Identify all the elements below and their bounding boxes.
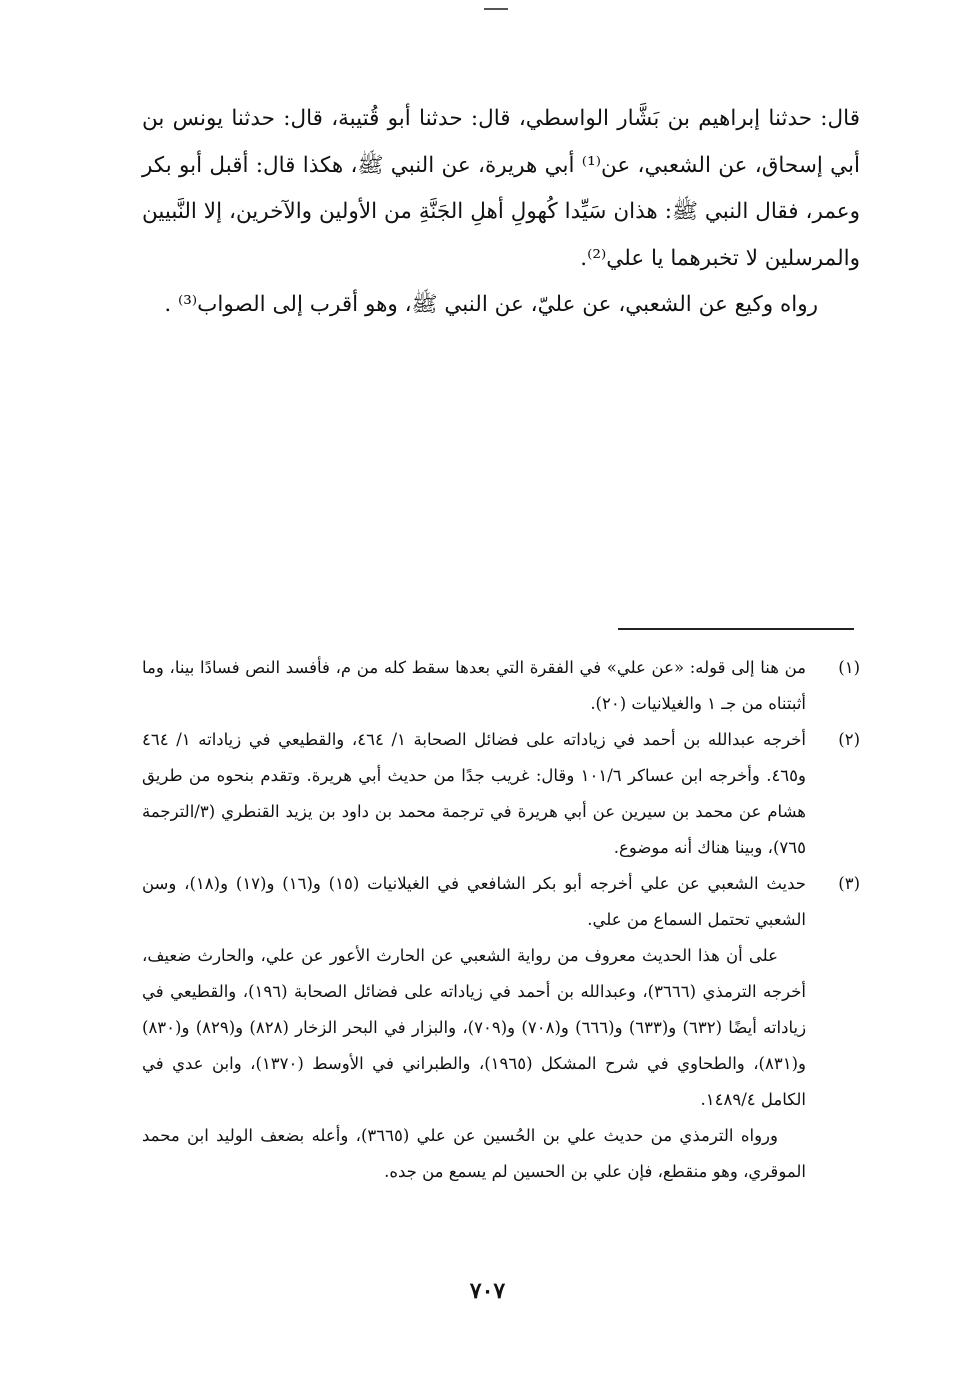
footnote-2 [142,722,860,866]
footnote-3-paragraph-2: على أن هذا الحديث معروف من رواية الشعبي عن الحارث الأعور عن علي، والحارث ضعيف، أخرجه الترمذي (٣٦٦٦)، وعبدالله بن أحمد في زياداته على فضائل الصحابة (١٩٦)، والقطيعي في زياداته أيضًا (٦٣٢) و(٦٣٣) و(٦٦٦) و(٧٠٨) و(٧٠٩)، والبزار في البحر الزخار (٨٢٨) و(٨٢٩) و(٨٣٠) و(٨٣١)، والطحاوي في شرح المشكل (١٩٦٥)، والطبراني في الأوسط (١٣٧٠)، وابن عدي في الكامل ١٤٨٩/٤. [142,946,807,1109]
footnote-text: حديث الشعبي عن علي أخرجه أبو بكر الشافعي في الغيلانيات (١٥) و(١٦) و(١٧) و(١٨)، وسن الشعبي تحتمل السماع من علي. [142,874,806,929]
main-paragraph-2: رواه وكيع عن الشعبي، عن عليّ، عن النبي ﷺ، وهو أقرب إلى الصواب⁽³⁾ . [164,292,818,317]
footnote-number: (١) [838,658,860,677]
footnotes [142,650,860,1190]
footnote-number: (٣) [838,874,860,893]
main-paragraph-1: قال: حدثنا إبراهيم بن بَشَّار الواسطي، قال: حدثنا أبو قُتيبة، قال: حدثنا يونس بن أبي إسحاق، عن الشعبي، عن⁽¹⁾ أبي هريرة، عن النبي ﷺ، هكذا قال: أقبل أبو بكر وعمر، فقال النبي ﷺ: هذان سَيِّدا كُهولِ أهلِ الجَنَّةِ من الأولين والآخرين، إلا النَّبيين والمرسلين لا تخبرهما يا علي⁽²⁾. [142,106,860,271]
page-number: ٧٠٧ [469,1278,506,1304]
footnote-text: أخرجه عبدالله بن أحمد في زياداته على فضائل الصحابة ١/ ٤٦٤، والقطيعي في زياداته ١/ ٤٦٤ و٤٦٥. وأخرجه ابن عساكر ١٠١/٦ وقال: غريب جدًا من حديث أبي هريرة. وتقدم بنحوه من طريق هشام عن محمد بن سيرين عن أبي هريرة في ترجمة محمد بن داود بن يزيد القنطري (٣/الترجمة ٧٦٥)، وبينا هناك أنه موضوع. [142,730,806,857]
top-edge-mark [484,8,508,10]
main-text [142,96,860,329]
footnote-text: من هنا إلى قوله: «عن علي» في الفقرة التي بعدها سقط كله من م، فأفسد النص فسادًا بينا، وما أثبتناه من جـ ١ والغيلانيات (٢٠). [142,658,806,713]
footnote-3-paragraph-3: ورواه الترمذي من حديث علي بن الحُسين عن علي (٣٦٦٥)، وأعله بضعف الوليد ابن محمد الموقري، وهو منقطع، فإن علي بن الحسين لم يسمع من جده. [142,1126,806,1181]
footnote-number: (٢) [838,730,860,749]
footnote-1 [142,650,860,722]
footnote-3 [142,866,860,938]
footnote-separator-rule [618,628,854,630]
